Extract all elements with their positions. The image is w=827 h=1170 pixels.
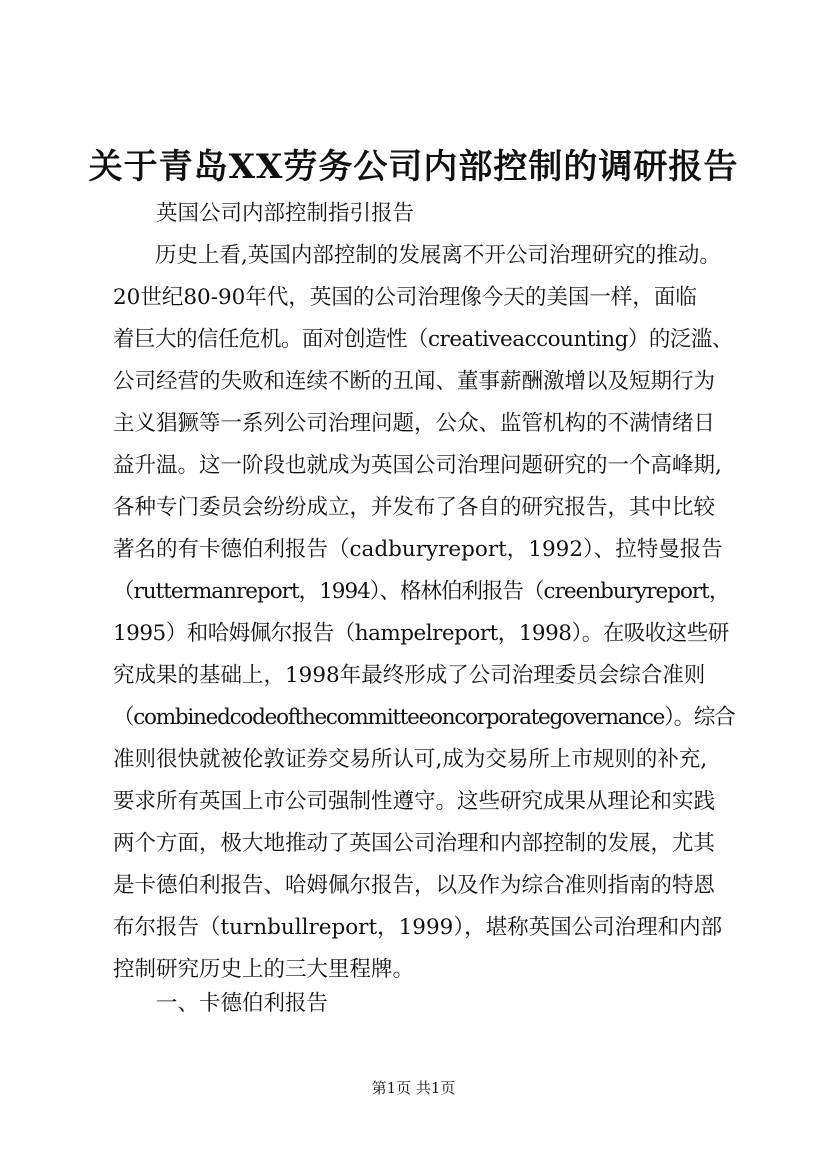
- paragraph-line: 历史上看,英国内部控制的发展离不开公司治理研究的推动。: [155, 243, 721, 268]
- paragraph-line: （combinedcodeofthecommitteeoncorporategovernance）。综合: [113, 705, 735, 730]
- paragraph-line: 各种专门委员会纷纷成立，并发布了各自的研究报告，其中比较: [113, 495, 716, 520]
- paragraph-line: 益升温。这一阶段也就成为英国公司治理问题研究的一个高峰期,: [113, 453, 722, 478]
- paragraph-line: （ruttermanreport，1994）、格林伯利报告（creenburyreport，: [113, 579, 730, 604]
- section-heading: 一、卡德伯利报告: [156, 991, 329, 1016]
- document-subtitle: 英国公司内部控制指引报告: [156, 201, 415, 226]
- paragraph-line: 主义猖獗等一系列公司治理问题，公众、监管机构的不满情绪日: [113, 411, 716, 436]
- document-title: 关于青岛XX劳务公司内部控制的调研报告: [88, 147, 739, 187]
- paragraph-line: 1995）和哈姆佩尔报告（hampelreport，1998）。在吸收这些研: [113, 621, 729, 646]
- paragraph-line: 公司经营的失败和连续不断的丑闻、董事薪酬激增以及短期行为: [113, 369, 716, 394]
- page-footer: 第1页 共1页: [371, 1079, 456, 1097]
- paragraph-line: 着巨大的信任危机。面对创造性（creativeaccounting）的泛滥、: [113, 327, 733, 352]
- paragraph-line: 布尔报告（turnbullreport，1999），堪称英国公司治理和内部: [113, 915, 723, 940]
- paragraph-line: 是卡德伯利报告、哈姆佩尔报告，以及作为综合准则指南的特恩: [113, 873, 716, 898]
- paragraph-line: 准则很快就被伦敦证券交易所认可,成为交易所上市规则的补充,: [113, 747, 708, 772]
- paragraph-line: 著名的有卡德伯利报告（cadburyreport，1992）、拉特曼报告: [113, 537, 723, 562]
- paragraph-line: 究成果的基础上，1998年最终形成了公司治理委员会综合准则: [113, 663, 706, 688]
- paragraph-line: 要求所有英国上市公司强制性遵守。这些研究成果从理论和实践: [113, 789, 716, 814]
- paragraph-line: 两个方面，极大地推动了英国公司治理和内部控制的发展，尤其: [113, 831, 716, 856]
- body-paragraph: [113, 235, 735, 991]
- paragraph-line: 20世纪80-90年代，英国的公司治理像今天的美国一样，面临: [113, 285, 697, 310]
- paragraph-line: 控制研究历史上的三大里程牌。: [113, 957, 415, 982]
